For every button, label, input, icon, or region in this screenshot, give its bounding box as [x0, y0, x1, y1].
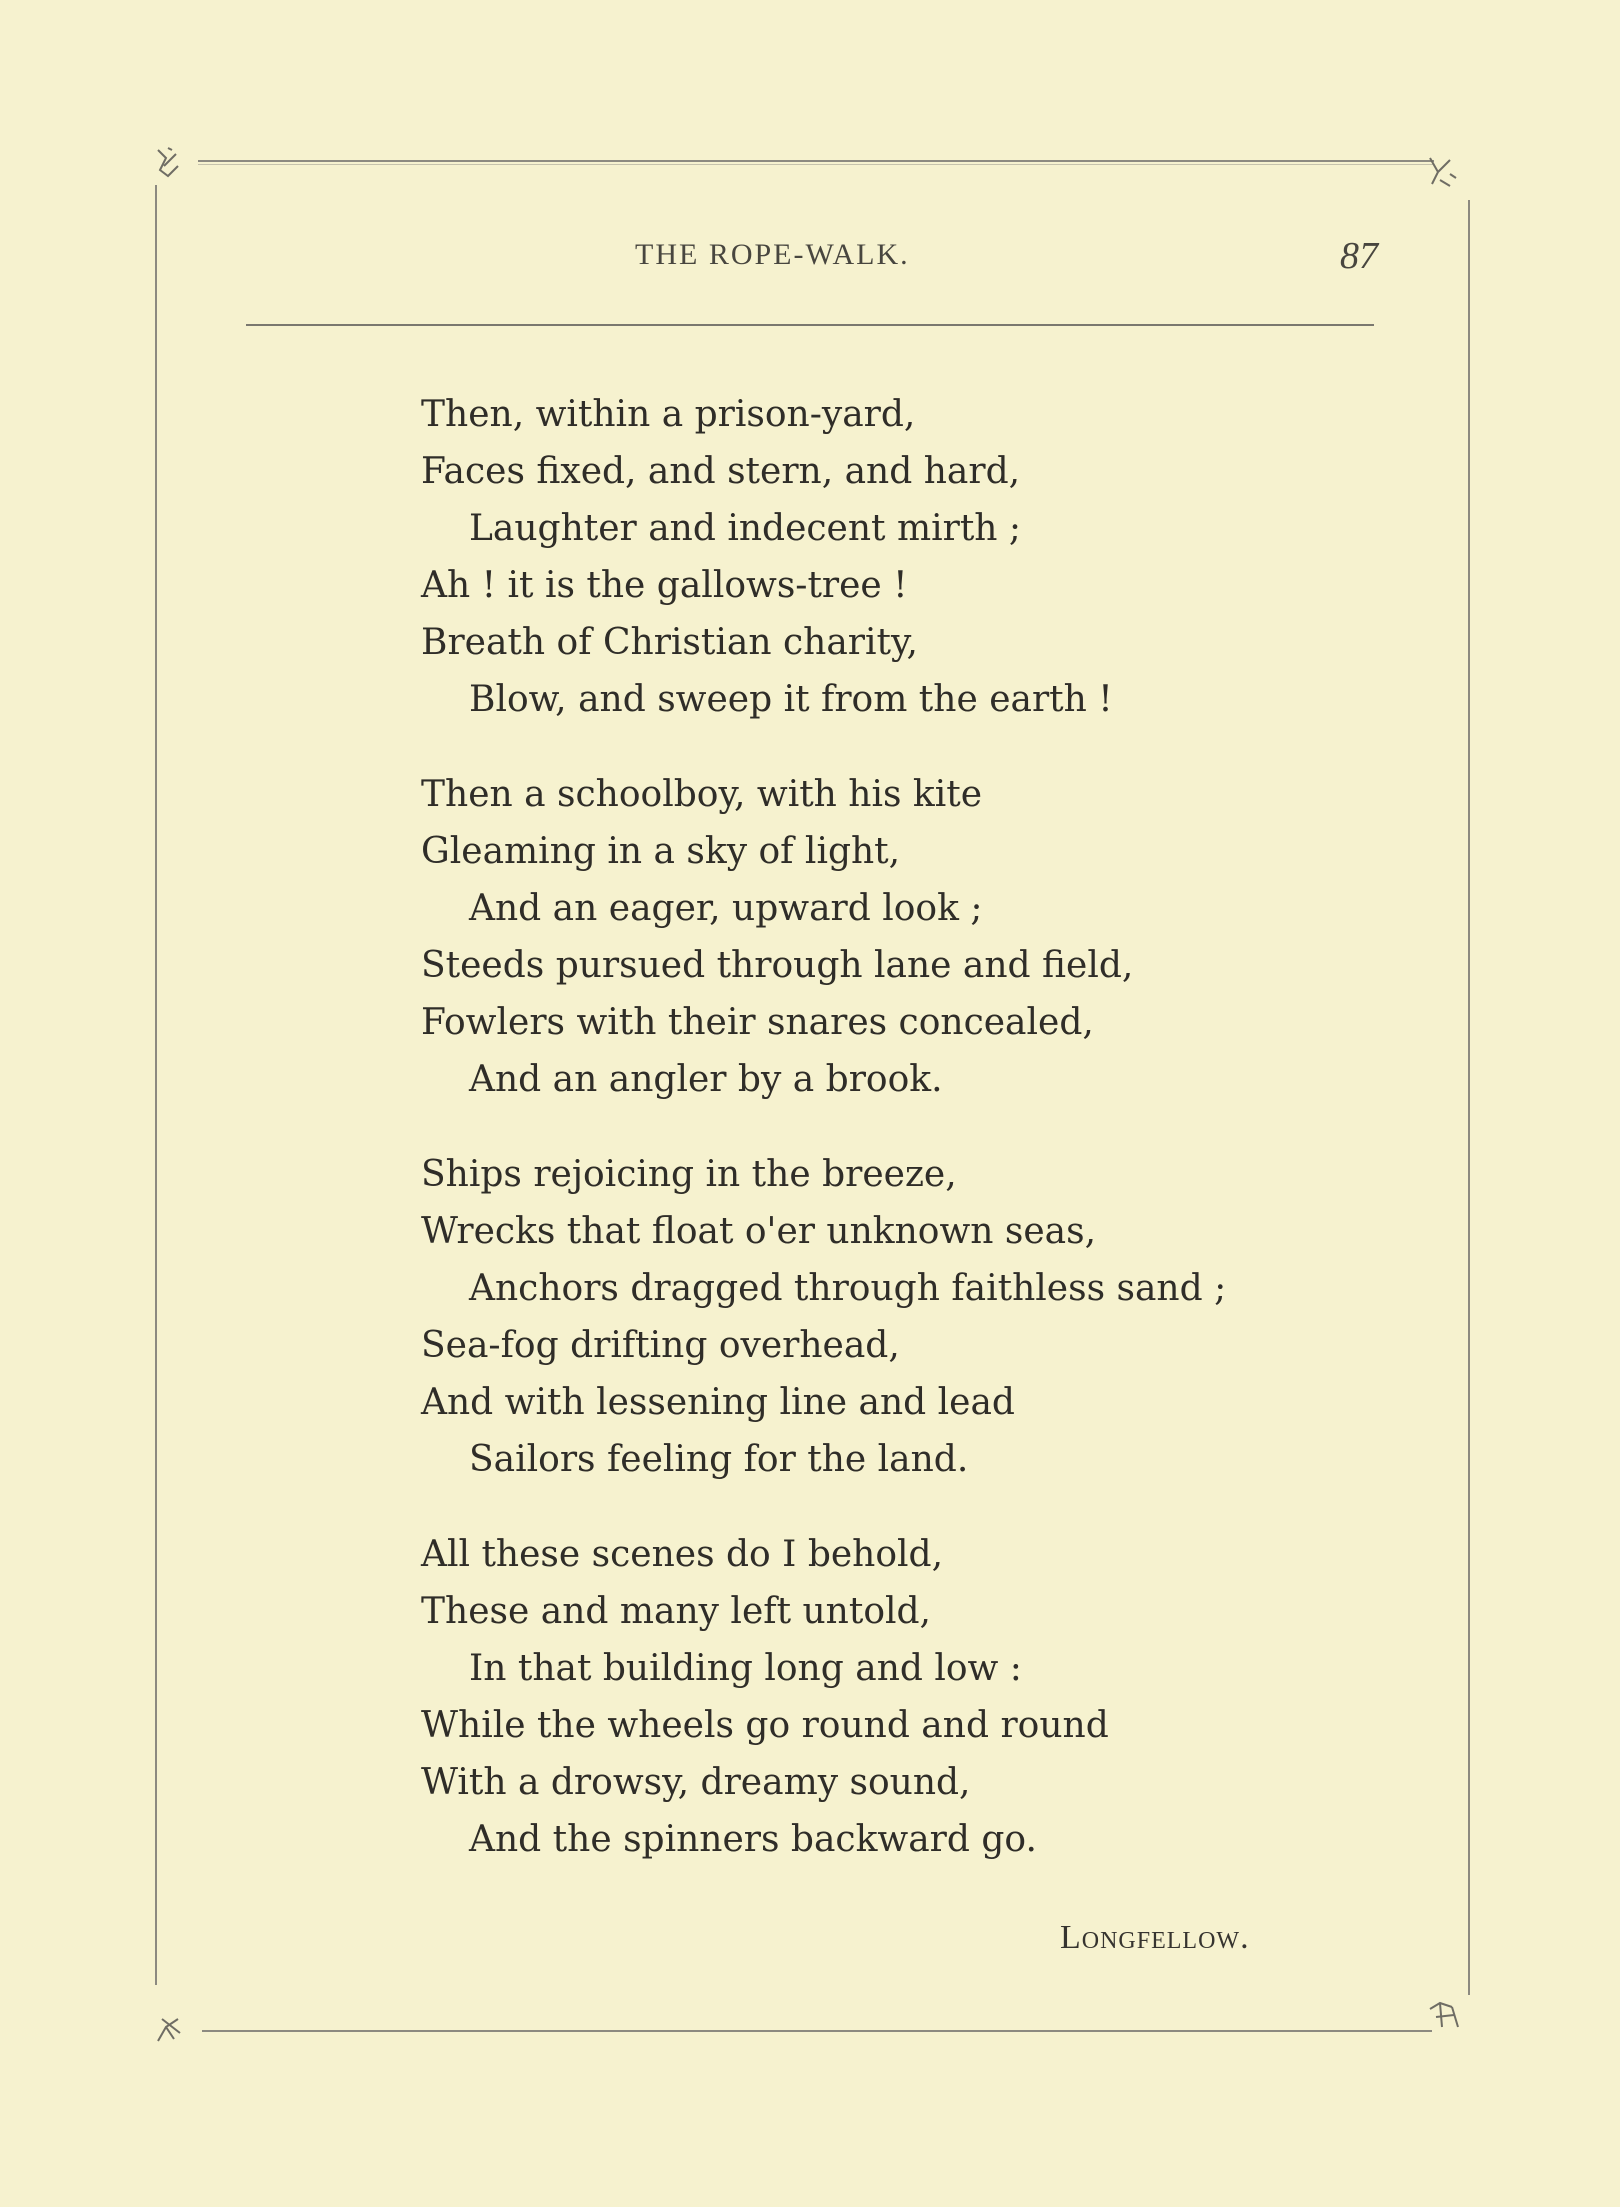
poem-line: And with lessening line and lead: [421, 1382, 1015, 1423]
poem-line-indented: And an eager, upward look ;: [469, 888, 983, 929]
running-title: THE ROPE-WALK.: [635, 238, 910, 271]
poem-line: Breath of Christian charity,: [421, 622, 918, 663]
stanza-4: [421, 1526, 1431, 1868]
frame-top-rule: [198, 160, 1434, 162]
poem-line-indented: Laughter and indecent mirth ;: [469, 508, 1022, 549]
poem-line: These and many left untold,: [421, 1591, 931, 1632]
poem-line: Wrecks that float o'er unknown seas,: [421, 1211, 1097, 1252]
poem-line: With a drowsy, dreamy sound,: [421, 1762, 971, 1803]
poem-line-indented: Anchors dragged through faithless sand ;: [469, 1268, 1227, 1309]
poem-body: [421, 386, 1431, 1906]
poem-line: Ah ! it is the gallows-tree !: [421, 565, 908, 606]
poem-line-indented: And an angler by a brook.: [469, 1059, 943, 1100]
frame-top-inner-rule: [198, 164, 1434, 165]
header-rule: [246, 324, 1374, 326]
frame-right-rule: [1468, 200, 1470, 1995]
poem-line: All these scenes do I behold,: [421, 1534, 944, 1575]
poem-line-indented: Sailors feeling for the land.: [469, 1439, 969, 1480]
poem-line: Then, within a prison-yard,: [421, 394, 916, 435]
poem-line-indented: In that building long and low :: [469, 1648, 1022, 1689]
poem-line-indented: Blow, and sweep it from the earth !: [469, 679, 1113, 720]
page-number: 87: [1340, 235, 1378, 277]
running-head: [0, 235, 1620, 292]
poem-line: Sea-fog drifting overhead,: [421, 1325, 900, 1366]
poem-line: Faces fixed, and stern, and hard,: [421, 451, 1021, 492]
corner-ornament-top-left-icon: [150, 140, 194, 184]
corner-ornament-top-right-icon: [1420, 150, 1464, 194]
frame-left-rule: [155, 185, 157, 1985]
corner-ornament-bottom-right-icon: [1422, 1993, 1466, 2037]
poem-line: Steeds pursued through lane and field,: [421, 945, 1134, 986]
poem-line: While the wheels go round and round: [421, 1705, 1109, 1746]
frame-bottom-rule: [202, 2030, 1432, 2032]
poem-attribution: Longfellow.: [1060, 1919, 1250, 1956]
poem-line: Fowlers with their snares concealed,: [421, 1002, 1094, 1043]
poem-line: Gleaming in a sky of light,: [421, 831, 901, 872]
poem-line: Then a schoolboy, with his kite: [421, 774, 983, 815]
poem-line: Ships rejoicing in the breeze,: [421, 1154, 957, 1195]
stanza-3: [421, 1146, 1431, 1488]
stanza-1: [421, 386, 1431, 728]
poem-line-indented: And the spinners backward go.: [469, 1819, 1037, 1860]
stanza-2: [421, 766, 1431, 1108]
corner-ornament-bottom-left-icon: [150, 2005, 194, 2049]
